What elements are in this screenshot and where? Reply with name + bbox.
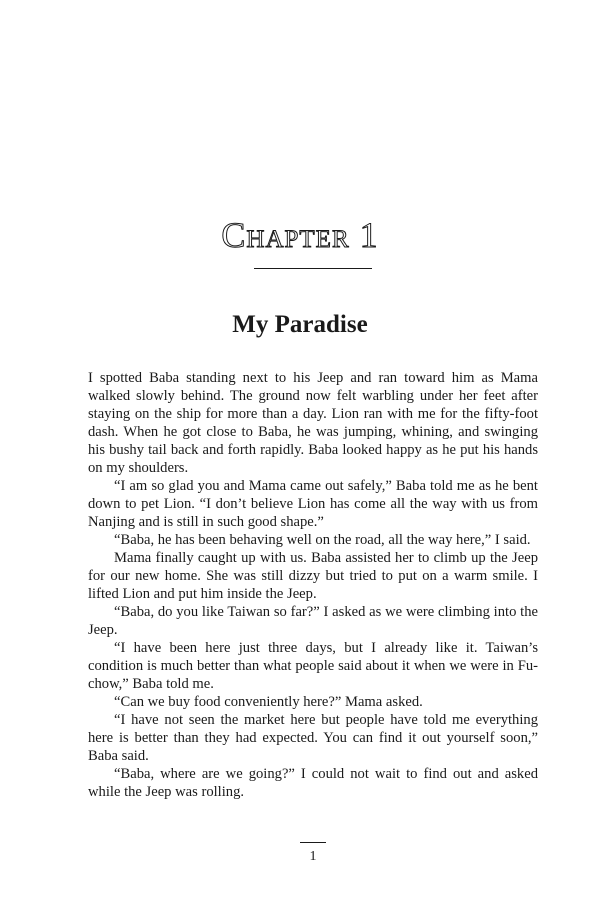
chapter-title: My Paradise <box>232 311 368 338</box>
paragraph: I spotted Baba standing next to his Jeep and ran toward him as Mama walked slowly behind. The ground now felt warbling under her feet after staying on the ship for more than a day. Lion ran with me for the fifty-foot dash. When he got close to Baba, he was jumping, whining, and swinging his bushy tail back and forth rapidly. Baba looked happy as he put his hands on my shoulders. <box>88 370 538 476</box>
paragraph: “Baba, where are we going?” I could not wait to find out and asked while the Jeep was rolling. <box>88 766 538 800</box>
paragraph: “I am so glad you and Mama came out safely,” Baba told me as he bent down to pet Lion. “I don’t believe Lion has come all the way with us from Nanjing and is still in such good shape.” <box>88 478 538 530</box>
chapter-heading: Chapter 1 <box>221 215 379 255</box>
paragraph: “I have not seen the market here but people have told me everything here is better than they had expected. You can find it out yourself soon,” Baba said. <box>88 712 538 764</box>
paragraph: “I have been here just three days, but I already like it. Taiwan’s condition is much better than what people said about it when we were in Fu-chow,” Baba told me. <box>88 640 538 692</box>
chapter-heading-rule <box>254 268 372 269</box>
paragraph: “Baba, do you like Taiwan so far?” I asked as we were climbing into the Jeep. <box>88 604 538 638</box>
paragraph: “Can we buy food conveniently here?” Mama asked. <box>114 694 423 710</box>
page-number: 1 <box>309 849 317 864</box>
chapter-body <box>88 369 538 801</box>
paragraph: Mama finally caught up with us. Baba assisted her to climb up the Jeep for our new home. She was still dizzy but tried to put on a warm smile. I lifted Lion and put him inside the Jeep. <box>88 550 538 602</box>
paragraph: “Baba, he has been behaving well on the road, all the way here,” I said. <box>114 532 531 548</box>
footer-rule <box>300 842 326 843</box>
